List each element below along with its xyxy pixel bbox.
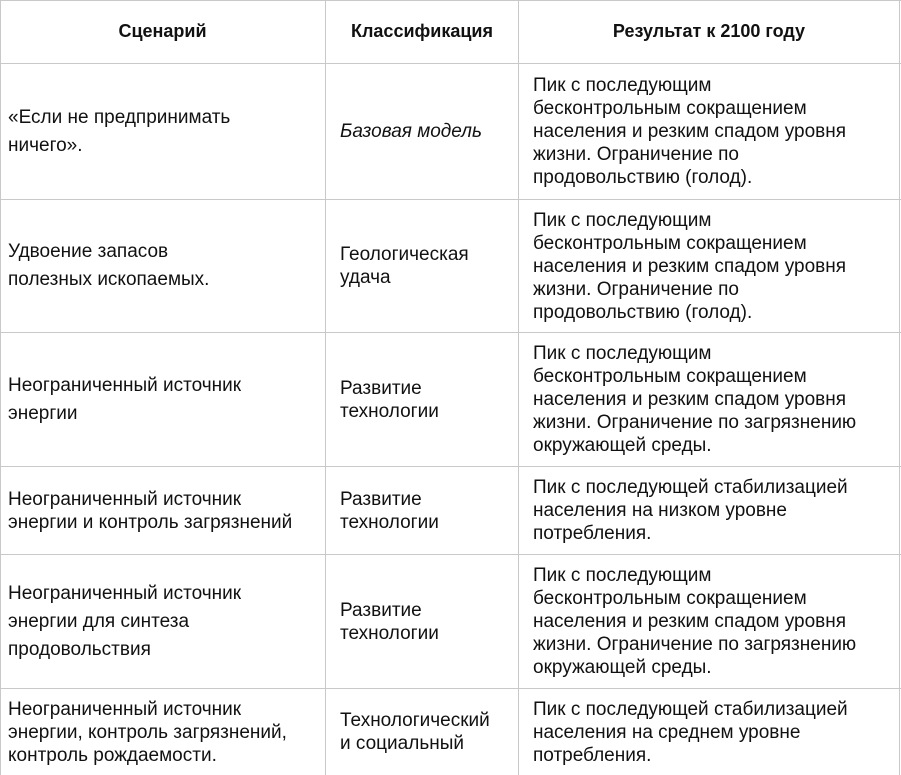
header-scenario-text: Сценарий	[118, 21, 207, 41]
table-row-4-result	[533, 467, 895, 554]
grid-line	[899, 0, 900, 775]
table-row-3-result	[533, 333, 895, 466]
grid-line	[518, 0, 519, 775]
scenario-text: Неограниченный источник энергии	[8, 374, 242, 424]
classification-text: Развитие технологии	[340, 599, 439, 644]
scenario-text: Неограниченный источник энергии, контроль загрязнений, контроль рождаемости.	[8, 698, 287, 766]
table-row-1-classification	[340, 64, 515, 199]
scenario-text: Удвоение запасов полезных ископаемых.	[8, 241, 210, 290]
table-row-3-scenario	[8, 333, 323, 466]
result-text: Пик с последующим бесконтрольным сокращением населения и резким спадом уровня жизни. Ограничение по продовольствию (голод).	[533, 209, 847, 323]
scenario-text: Неограниченный источник энергии для синтеза продовольствия	[8, 582, 242, 660]
table-row-4-classification	[340, 467, 515, 554]
table-row-1-result	[533, 64, 895, 199]
result-text: Пик с последующей стабилизацией населения на низком уровне потребления.	[533, 477, 848, 544]
table-row-2-classification	[340, 200, 515, 332]
header-result-text: Результат к 2100 году	[612, 21, 806, 41]
table-row-3-classification	[340, 333, 515, 466]
header-result	[519, 0, 899, 63]
classification-text: Базовая модель	[340, 121, 482, 142]
header-scenario	[0, 0, 325, 63]
result-text: Пик с последующим бесконтрольным сокращением населения и резким спадом уровня жизни. Ограничение по загрязнению окружающей среды.	[533, 565, 857, 678]
table-row-4-scenario	[8, 467, 323, 554]
result-text: Пик с последующей стабилизацией населения на среднем уровне потребления.	[533, 698, 848, 766]
table-row-1-scenario	[8, 64, 323, 199]
classification-text: Развитие технологии	[340, 377, 439, 422]
table-row-5-classification	[340, 555, 515, 688]
grid-line	[0, 0, 1, 775]
header-classification	[326, 0, 518, 63]
header-classification-text: Классификация	[351, 21, 493, 41]
table-row-6-classification	[340, 689, 515, 775]
table-row-2-result	[533, 200, 895, 332]
result-text: Пик с последующим бесконтрольным сокращением населения и резким спадом уровня жизни. Ограничение по продовольствию (голод).	[533, 75, 847, 188]
table-row-2-scenario	[8, 200, 323, 332]
classification-text: Технологический и социальный	[340, 710, 490, 754]
table-row-6-scenario	[8, 689, 323, 775]
table-row-6-result	[533, 689, 895, 775]
scenario-text: «Если не предпринимать ничего».	[8, 106, 231, 156]
table-row-5-result	[533, 555, 895, 688]
grid-line	[325, 0, 326, 775]
scenario-text: Неограниченный источник энергии и контроль загрязнений	[8, 488, 293, 533]
table-row-5-scenario	[8, 555, 323, 688]
classification-text: Развитие технологии	[340, 488, 439, 533]
classification-text: Геологическая удача	[340, 244, 469, 288]
result-text: Пик с последующим бесконтрольным сокращением населения и резким спадом уровня жизни. Ограничение по загрязнению окружающей среды.	[533, 343, 857, 456]
